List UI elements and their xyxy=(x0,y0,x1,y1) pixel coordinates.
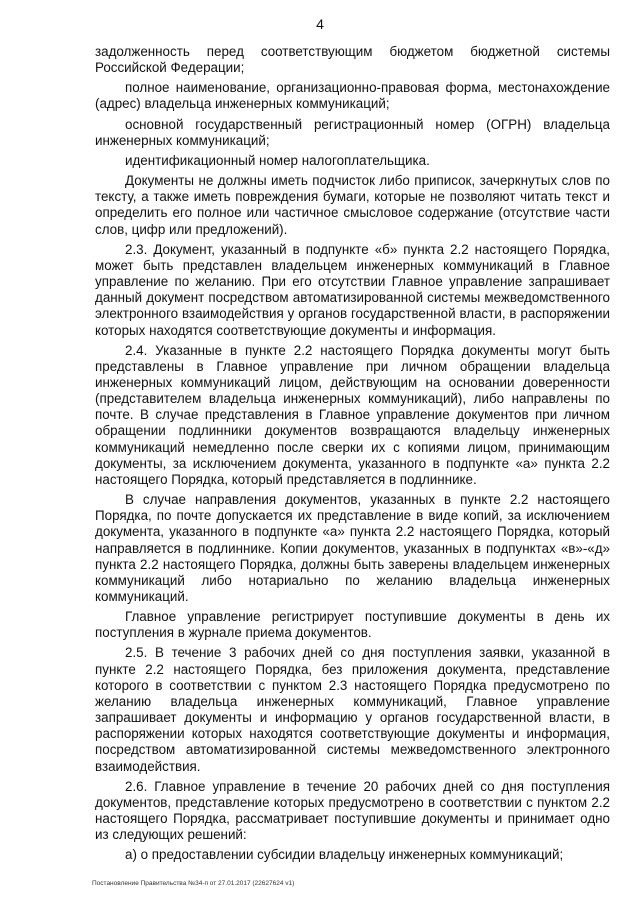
footer-document-reference: Постановление Правительства №34-п от 27.01.2017 (22627624 v1) xyxy=(92,880,295,887)
paragraph-full-name: полное наименование, организационно-правовая форма, местонахождение (адрес) владельца инженерных коммуникаций; xyxy=(95,80,610,112)
page-number: 4 xyxy=(316,16,324,32)
paragraph-debt-continuation: задолженность перед соответствующим бюджетом бюджетной системы Российской Федерации; xyxy=(95,44,610,76)
paragraph-registration: Главное управление регистрирует поступившие документы в день их поступления в журнале приема документов. xyxy=(95,609,610,641)
document-body xyxy=(95,44,610,868)
paragraph-2-6: 2.6. Главное управление в течение 20 рабочих дней со дня поступления документов, представление которых предусмотрено в соответствии с пунктом 2.2 настоящего Порядка, рассматривает поступившие документы и принимает одно из следующих решений: xyxy=(95,778,610,843)
paragraph-decision-a: а) о предоставлении субсидии владельцу инженерных коммуникаций; xyxy=(125,847,564,863)
paragraph-document-requirements: Документы не должны иметь подчисток либо приписок, зачеркнутых слов по тексту, а также иметь повреждения бумаги, которые не позволяют читать текст и определить его полное или частичное смысловое содержание (отсутствие части слов, цифр или предложений). xyxy=(95,173,610,237)
paragraph-2-3: 2.3. Документ, указанный в подпункте «б» пункта 2.2 настоящего Порядка, может быть представлен владельцем инженерных коммуникаций в Главное управление по желанию. При его отсутствии Главное управление запрашивает данный документ посредством автоматизированной системы межведомственного электронного взаимодействия у органов государственной власти, в распоряжении которых находятся соответствующие документы и информация. xyxy=(95,241,610,338)
paragraph-2-4: 2.4. Указанные в пункте 2.2 настоящего Порядка документы могут быть представлены в Главное управление при личном обращении владельца инженерных коммуникаций лицом, действующим на основании доверенности (представителем владельца инженерных коммуникаций), либо направлены по почте. В случае представления в Главное управление документов при личном обращении подлинники документов возвращаются владельцу инженерных коммуникаций немедленно после сверки их с копиями лицом, принимающим документы, за исключением документа, указанного в подпункте «а» пункта 2.2 настоящего Порядка, который представляется в подлиннике. xyxy=(95,342,610,487)
paragraph-ogrn: основной государственный регистрационный номер (ОГРН) владельца инженерных коммуникаций; xyxy=(95,116,610,148)
paragraph-2-5: 2.5. В течение 3 рабочих дней со дня поступления заявки, указанной в пункте 2.2 настоящего Порядка, без приложения документа, представление которого в соответствии с пунктом 2.3 настоящего Порядка предусмотрено по желанию владельца инженерных коммуникаций, Главное управление запрашивает документы и информацию у органов государственной власти, в распоряжении которых находятся соответствующие документы и информация, посредством автоматизированной системы межведомственного электронного взаимодействия. xyxy=(95,645,610,774)
paragraph-postal-submission: В случае направления документов, указанных в пункте 2.2 настоящего Порядка, по почте допускается их представление в виде копий, за исключением документа, указанного в подпункте «а» пункта 2.2 настоящего Порядка, который направляется в подлиннике. Копии документов, указанных в подпунктах «в»-«д» пункта 2.2 настоящего Порядка, должны быть заверены владельцем инженерных коммуникаций либо нотариально по желанию владельца инженерных коммуникаций. xyxy=(95,492,610,604)
paragraph-inn: идентификационный номер налогоплательщика. xyxy=(125,152,430,168)
